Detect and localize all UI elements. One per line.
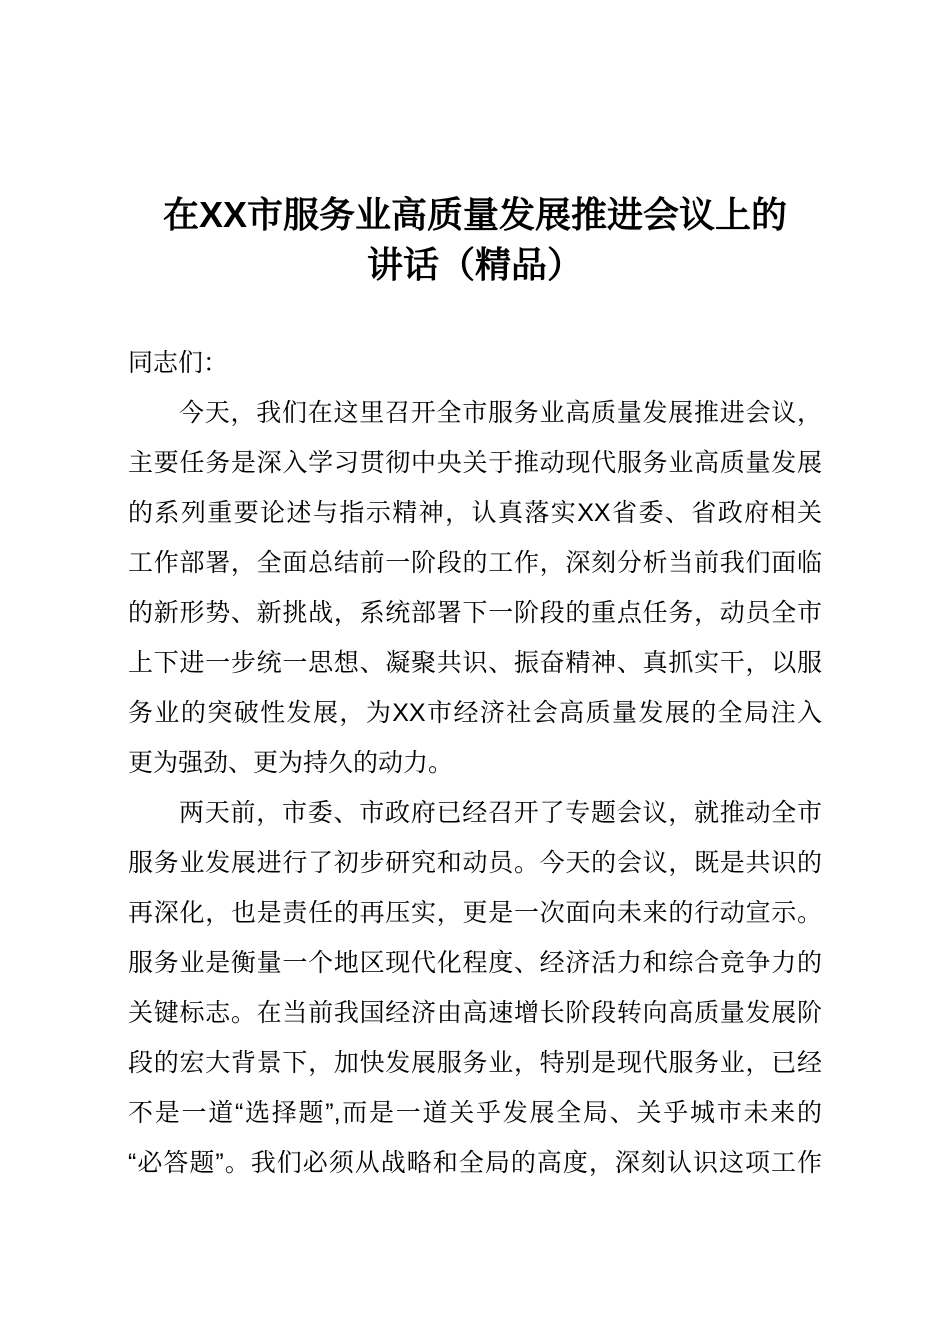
text-line: 再深化，也是责任的再压实，更是一次面向未来的行动宣示。 xyxy=(128,899,822,927)
text-line: 更为强劲、更为持久的动力。 xyxy=(128,749,454,777)
salutation: 同志们： xyxy=(128,349,229,377)
text-line: 主要任务是深入学习贯彻中央关于推动现代服务业高质量发展 xyxy=(128,449,822,477)
document-title-line-1: 在XX市服务业高质量发展推进会议上的 xyxy=(162,194,788,235)
text-line: 服务业发展进行了初步研究和动员。今天的会议，既是共识的 xyxy=(128,849,822,877)
paragraph-2 xyxy=(128,788,822,1188)
document-title-line-2: 讲话（精品） xyxy=(366,244,583,285)
document-body xyxy=(128,338,822,1188)
text-line: 务业的突破性发展，为XX市经济社会高质量发展的全局注入 xyxy=(128,699,822,727)
text-line: 不是一道“选择题”,而是一道关乎发展全局、关乎城市未来的 xyxy=(128,1099,822,1127)
paragraph-1 xyxy=(128,388,822,788)
text-line: 服务业是衡量一个地区现代化程度、经济活力和综合竞争力的 xyxy=(128,949,822,977)
text-line: 的新形势、新挑战，系统部署下一阶段的重点任务，动员全市 xyxy=(128,599,822,627)
text-line: 关键标志。在当前我国经济由高速增长阶段转向高质量发展阶 xyxy=(128,999,822,1027)
text-line: 的系列重要论述与指示精神，认真落实XX省委、省政府相关 xyxy=(128,499,822,527)
text-line: “必答题”。我们必须从战略和全局的高度，深刻认识这项工作 xyxy=(128,1149,822,1177)
text-line: 段的宏大背景下，加快发展服务业，特别是现代服务业，已经 xyxy=(128,1049,822,1077)
text-line: 工作部署，全面总结前一阶段的工作，深刻分析当前我们面临 xyxy=(128,549,822,577)
text-line: 上下进一步统一思想、凝聚共识、振奋精神、真抓实干，以服 xyxy=(128,649,822,677)
text-line: 今天，我们在这里召开全市服务业高质量发展推进会议， xyxy=(179,399,822,427)
text-line: 两天前，市委、市政府已经召开了专题会议，就推动全市 xyxy=(179,799,822,827)
